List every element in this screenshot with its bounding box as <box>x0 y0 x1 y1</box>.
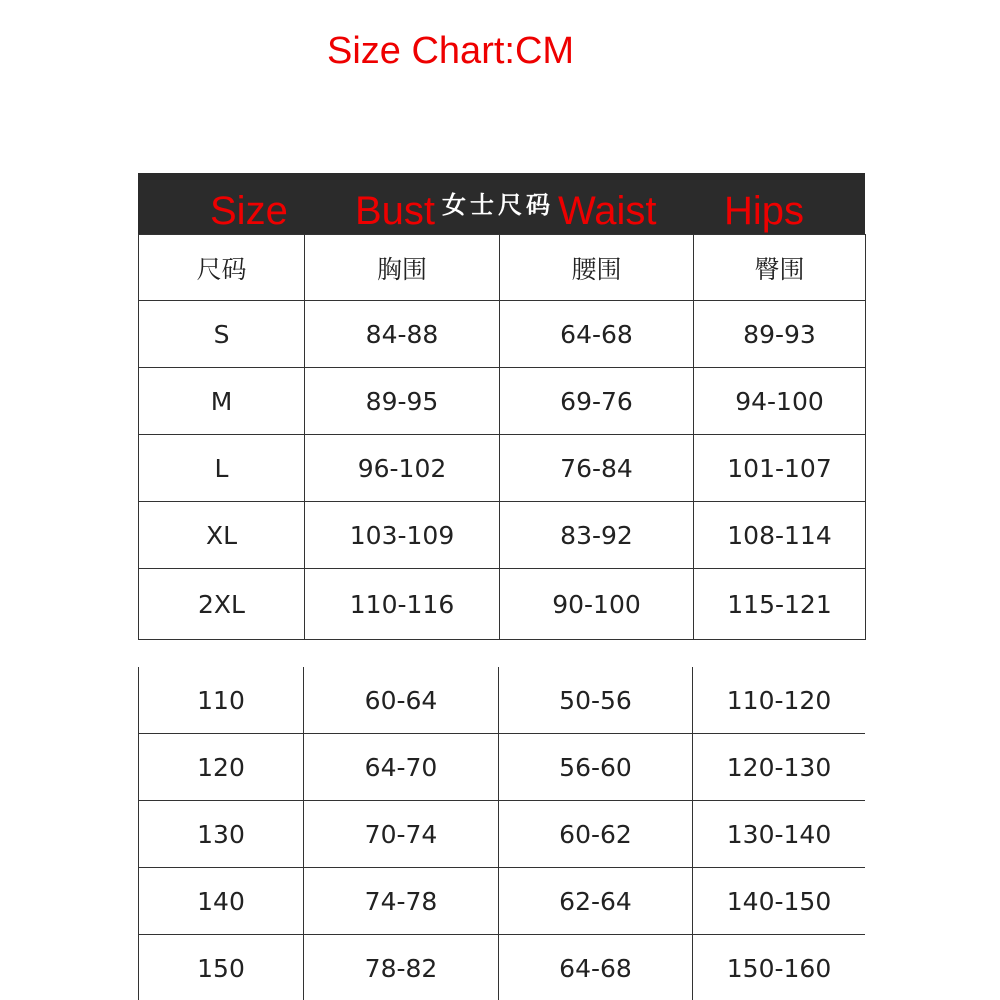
cell-bust: 70-74 <box>304 801 499 868</box>
cell-waist: 62-64 <box>499 868 693 935</box>
header-label-hips: Hips <box>724 189 805 233</box>
cell-bust: 74-78 <box>304 868 499 935</box>
table-row <box>139 569 866 640</box>
cell-bust: 103-109 <box>305 502 500 569</box>
column-header-hips: 臀围 <box>694 235 866 301</box>
table-row <box>139 368 866 435</box>
table-row <box>139 502 866 569</box>
header-label-bust: Bust <box>355 189 436 233</box>
table-row <box>139 435 866 502</box>
header-label-waist: Waist <box>558 189 657 233</box>
table-row <box>139 301 866 368</box>
cell-waist: 83-92 <box>500 502 694 569</box>
cell-hips: 101-107 <box>694 435 866 502</box>
page-title: Size Chart:CM <box>327 30 575 72</box>
cell-hips: 130-140 <box>693 801 866 868</box>
cell-bust: 60-64 <box>304 667 499 734</box>
cell-size: 150 <box>139 935 304 1000</box>
cell-waist: 64-68 <box>499 935 693 1000</box>
cell-hips: 140-150 <box>693 868 866 935</box>
cell-waist: 76-84 <box>500 435 694 502</box>
table-header-bar <box>138 173 865 234</box>
header-label-size: Size <box>210 189 288 233</box>
women-size-grid <box>138 234 866 640</box>
cell-size: 140 <box>139 868 304 935</box>
table-row <box>139 734 866 801</box>
cell-size: 120 <box>139 734 304 801</box>
women-size-table <box>138 173 865 640</box>
cell-hips: 115-121 <box>694 569 866 640</box>
cell-waist: 64-68 <box>500 301 694 368</box>
table-row <box>139 935 866 1000</box>
cell-waist: 56-60 <box>499 734 693 801</box>
cell-waist: 69-76 <box>500 368 694 435</box>
cell-waist: 90-100 <box>500 569 694 640</box>
cell-bust: 84-88 <box>305 301 500 368</box>
cell-size: 110 <box>139 667 304 734</box>
cell-size: XL <box>139 502 305 569</box>
cell-hips: 110-120 <box>693 667 866 734</box>
column-header-waist: 腰围 <box>500 235 694 301</box>
column-header-size: 尺码 <box>139 235 305 301</box>
table-row <box>139 667 866 734</box>
table-row <box>139 801 866 868</box>
cell-bust: 64-70 <box>304 734 499 801</box>
cell-hips: 108-114 <box>694 502 866 569</box>
table-column-header-row <box>139 235 866 301</box>
cell-hips: 94-100 <box>694 368 866 435</box>
kids-size-grid <box>138 667 865 1000</box>
cell-size: L <box>139 435 305 502</box>
cell-waist: 60-62 <box>499 801 693 868</box>
cell-hips: 89-93 <box>694 301 866 368</box>
cell-bust: 96-102 <box>305 435 500 502</box>
cell-size: 2XL <box>139 569 305 640</box>
column-header-bust: 胸围 <box>305 235 500 301</box>
cell-bust: 89-95 <box>305 368 500 435</box>
kids-size-table <box>138 667 865 1000</box>
cell-size: M <box>139 368 305 435</box>
cell-size: 130 <box>139 801 304 868</box>
table-row <box>139 868 866 935</box>
cell-size: S <box>139 301 305 368</box>
cell-hips: 150-160 <box>693 935 866 1000</box>
cell-waist: 50-56 <box>499 667 693 734</box>
cell-bust: 78-82 <box>304 935 499 1000</box>
cell-hips: 120-130 <box>693 734 866 801</box>
header-chinese-title: 女士尺码 <box>442 191 554 219</box>
cell-bust: 110-116 <box>305 569 500 640</box>
